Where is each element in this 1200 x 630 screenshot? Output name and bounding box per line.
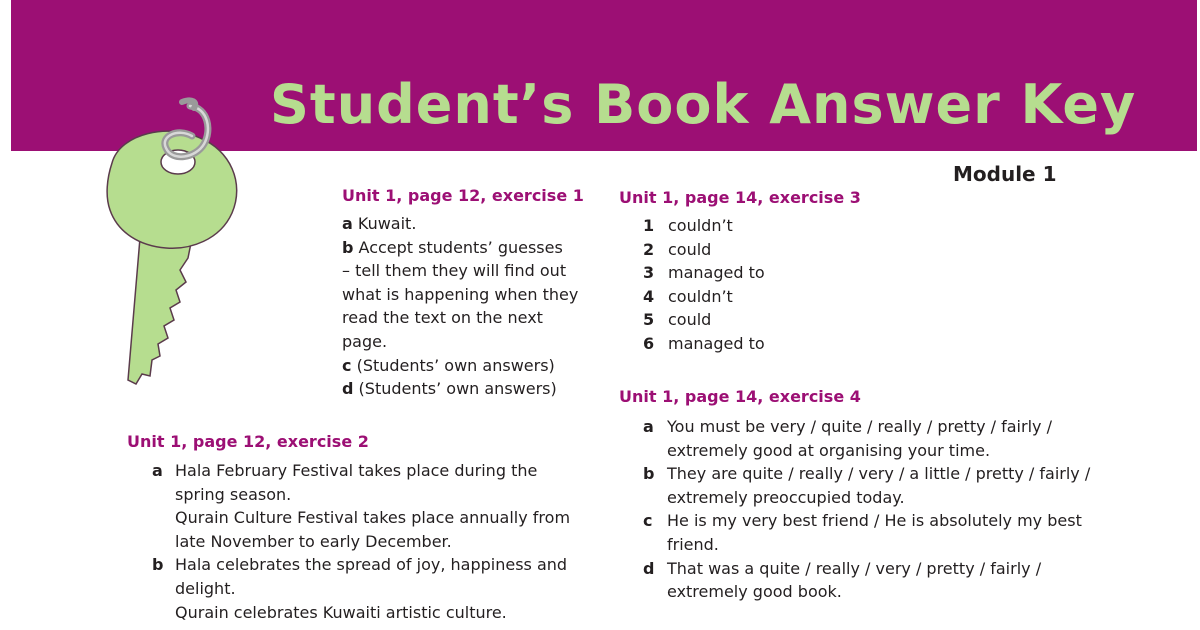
list-item: 6 managed to <box>643 333 765 353</box>
ex2-item-b: b Hala celebrates the spread of joy, happiness and delight. Qurain celebrates Kuwaiti artistic culture. <box>152 555 568 622</box>
ex3-heading: Unit 1, page 14, exercise 3 <box>619 188 861 207</box>
ex1-heading: Unit 1, page 12, exercise 1 <box>342 186 584 205</box>
ex1-line: page. <box>342 331 388 351</box>
list-item: 4 couldn’t <box>643 286 733 306</box>
ex1-line: – tell them they will find out <box>342 261 567 281</box>
ex4-item-d: d That was a quite / really / very / pretty / fairly / extremely good book. <box>643 558 1042 602</box>
ex2-answers <box>152 459 570 624</box>
ex1-answers <box>342 212 578 401</box>
ex1-line: a Kuwait. <box>342 214 417 233</box>
list-item: 3 managed to <box>643 263 765 283</box>
ex3-answers <box>643 214 765 356</box>
ex4-item-a: a You must be very / quite / really / pretty / fairly / extremely good at organising your time. <box>643 417 1052 460</box>
ex4-item-b: b They are quite / really / very / a little / pretty / fairly / extremely preoccupied today. <box>643 464 1091 507</box>
ex4-heading: Unit 1, page 14, exercise 4 <box>619 387 861 406</box>
module-label: Module 1 <box>953 162 1057 186</box>
ex1-line: b Accept students’ guesses <box>342 237 563 257</box>
ex1-line: what is happening when they <box>342 284 579 304</box>
ex4-answers <box>643 415 1090 604</box>
ex1-line: read the text on the next <box>342 308 543 328</box>
ex2-item-a: a Hala February Festival takes place during the spring season. Qurain Culture Festival takes place annually from late November to early December. <box>152 461 571 551</box>
ex1-line: c (Students’ own answers) <box>342 355 555 375</box>
list-item: 1 couldn’t <box>643 216 733 235</box>
key-icon <box>80 88 260 388</box>
ex4-item-c: c He is my very best friend / He is absolutely my best friend. <box>643 511 1082 554</box>
list-item: 5 could <box>643 310 712 330</box>
ex1-line: d (Students’ own answers) <box>342 379 557 399</box>
list-item: 2 could <box>643 239 712 259</box>
ex2-heading: Unit 1, page 12, exercise 2 <box>127 432 369 451</box>
page-title: Student’s Book Answer Key <box>270 73 1137 136</box>
